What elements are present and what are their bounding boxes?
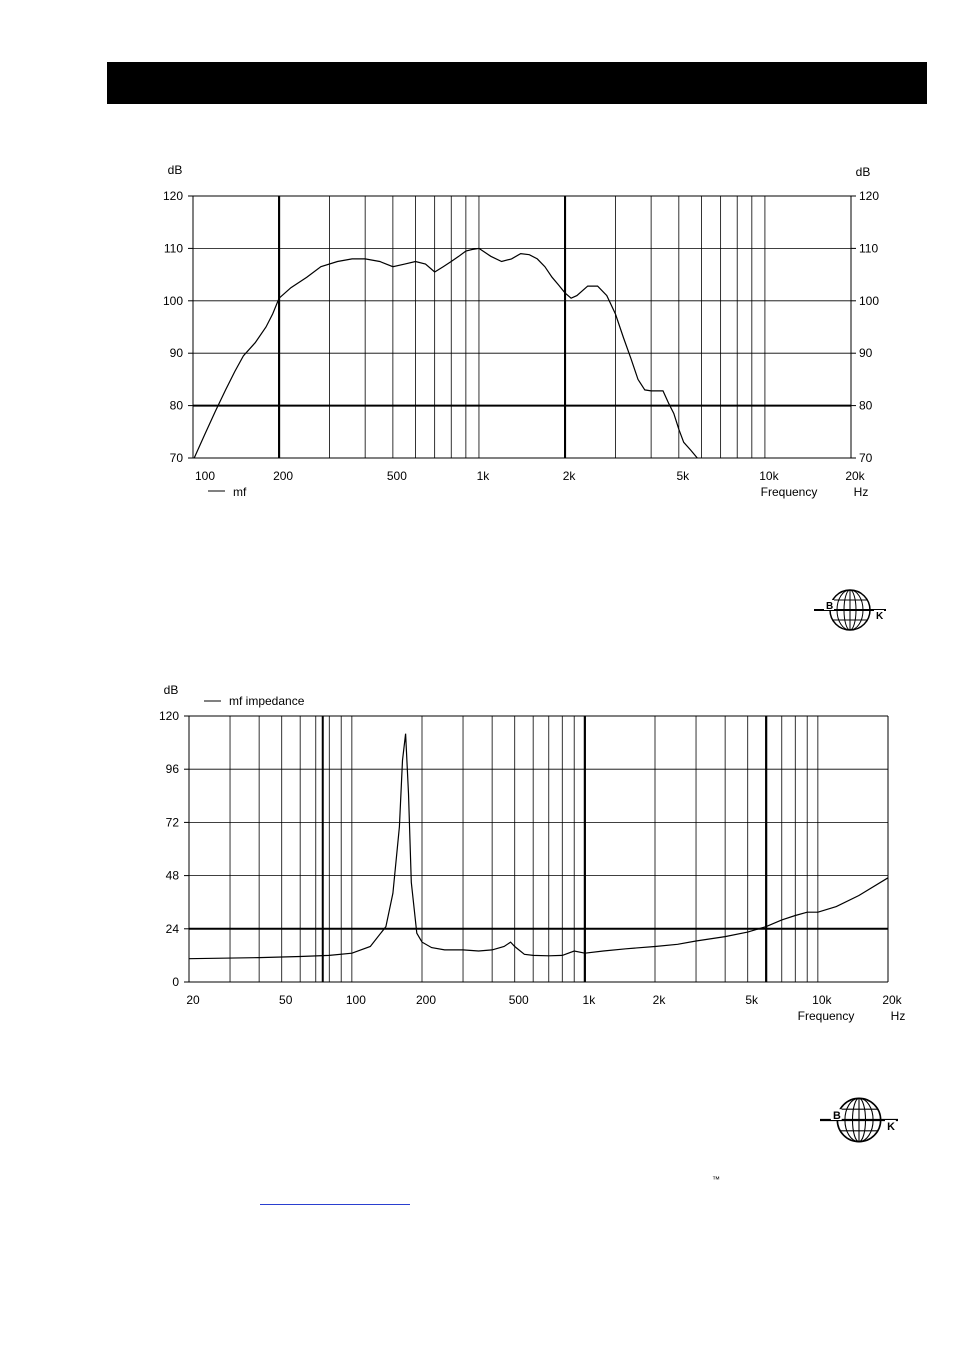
y-tick-label: 120 [158,709,179,723]
y-axis-label: dB [163,683,179,697]
y-tick-label: 120 [162,189,183,203]
x-axis-label: Frequency [797,1009,855,1023]
y-tick-label: 96 [165,762,179,777]
y-tick-label-right: 90 [859,346,873,361]
y-tick-label: 72 [165,815,179,830]
svg-text:K: K [887,1120,895,1133]
y-tick-label-right: 110 [859,241,879,256]
x-tick-label: 50 [279,993,293,1007]
x-tick-label: 200 [273,469,294,483]
x-tick-label: 200 [415,993,437,1007]
x-tick-label: 1k [582,993,596,1007]
x-tick-label: 2k [562,469,576,483]
x-tick-label: 100 [194,469,216,483]
svg-text:B: B [826,601,834,612]
y-tick-label-right: 80 [859,398,873,413]
bk-globe-logo [810,586,890,634]
x-axis-label: Frequency [760,485,818,499]
x-tick-label: 20k [845,469,865,483]
svg-text:K: K [876,611,884,622]
hyperlink-underline[interactable] [260,1204,410,1205]
trademark-symbol: ™ [712,1175,720,1184]
legend-label: mf [233,485,247,499]
y-tick-label: 24 [165,921,179,936]
legend-label: mf impedance [229,694,305,708]
y-tick-label: 100 [162,293,183,308]
x-tick-label: 10k [812,993,832,1007]
y-tick-label-right: 100 [859,293,880,308]
x-tick-label: 500 [386,469,407,483]
x-tick-label: 100 [345,993,366,1007]
y-tick-label: 80 [169,398,183,413]
y-tick-label: 110 [163,241,183,256]
x-tick-label: 500 [508,993,529,1007]
y-tick-label: 70 [169,451,183,465]
y-axis-label: dB [167,163,183,177]
y-tick-label: 90 [169,346,183,361]
x-tick-label: 10k [759,469,779,483]
x-axis-unit: Hz [890,1009,906,1023]
y-tick-label-right: 120 [859,189,880,203]
series-line-1 [189,734,888,959]
x-axis-unit: Hz [853,485,869,499]
svg-text:B: B [833,1109,841,1122]
x-tick-label: 2k [652,993,666,1007]
y-tick-label: 48 [165,868,179,883]
bk-globe-logo [812,1094,906,1146]
x-tick-label: 20 [186,993,200,1007]
y-tick-label: 0 [172,975,179,989]
x-tick-label: 5k [745,993,759,1007]
x-tick-label: 5k [676,469,690,483]
x-tick-label: 1k [476,469,490,483]
x-tick-label: 20k [882,993,902,1007]
y-tick-label-right: 70 [859,451,873,465]
y-axis-label-right: dB [855,165,871,179]
